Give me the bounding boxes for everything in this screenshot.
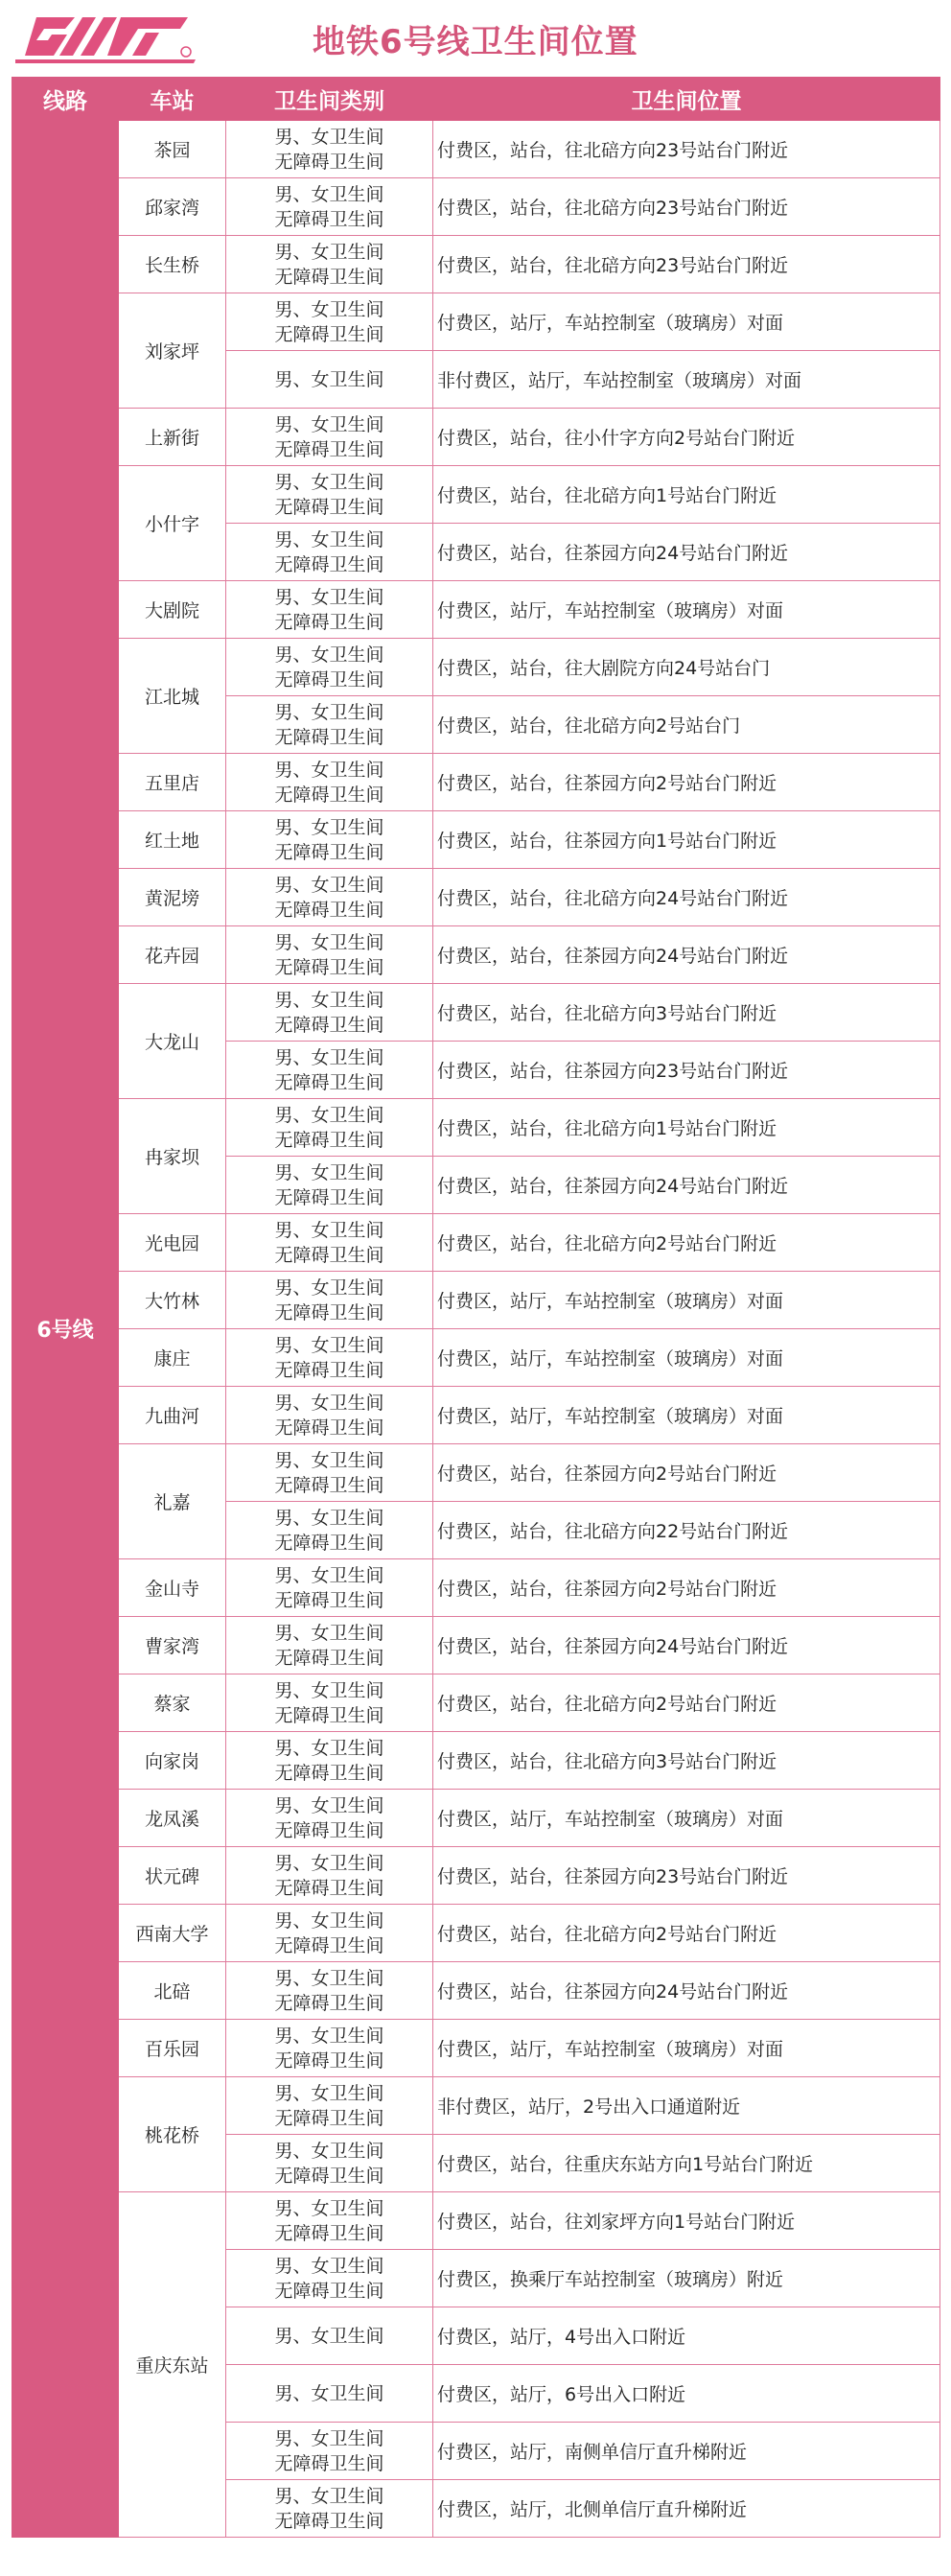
table-row — [12, 926, 940, 984]
metro-logo-icon — [15, 13, 196, 67]
table-row — [12, 581, 940, 639]
toilet-type-label: 男、女卫生间 — [274, 413, 384, 435]
toilet-type-label: 无障碍卫生间 — [274, 1474, 384, 1496]
station-name-cell: 康庄 — [119, 1329, 226, 1387]
toilet-type-label: 无障碍卫生间 — [274, 323, 384, 345]
station-name-cell: 大竹林 — [119, 1272, 226, 1329]
toilet-type-label: 男、女卫生间 — [274, 586, 384, 608]
toilet-type-label: 无障碍卫生间 — [274, 784, 384, 806]
toilet-type-label: 男、女卫生间 — [274, 2082, 384, 2104]
toilet-type-label: 无障碍卫生间 — [274, 1762, 384, 1784]
table-row — [12, 984, 940, 1042]
table-row — [12, 178, 940, 236]
toilet-type-cell — [226, 1847, 433, 1905]
table-row — [12, 2192, 940, 2250]
toilet-location-cell: 付费区，站台，往北碚方向3号站台门附近 — [433, 984, 940, 1042]
station-name-cell: 红土地 — [119, 811, 226, 869]
table-row — [12, 811, 940, 869]
station-name-cell: 黄泥塝 — [119, 869, 226, 926]
toilet-type-cell — [226, 2135, 433, 2192]
toilet-location-cell: 付费区，站台，往北碚方向1号站台门附近 — [433, 1099, 940, 1157]
toilet-location-cell: 付费区，站台，往茶园方向24号站台门附近 — [433, 1962, 940, 2020]
toilet-type-cell — [226, 1387, 433, 1444]
column-header-line: 线路 — [12, 78, 119, 121]
toilet-location-cell: 付费区，站台，往茶园方向24号站台门附近 — [433, 524, 940, 581]
station-name-cell: 冉家坝 — [119, 1099, 226, 1214]
toilet-location-cell: 付费区，站厅，6号出入口附近 — [433, 2365, 940, 2423]
table-row — [12, 1099, 940, 1157]
toilet-location-cell: 付费区，站厅，车站控制室（玻璃房）对面 — [433, 1790, 940, 1847]
toilet-type-label: 无障碍卫生间 — [274, 1877, 384, 1899]
toilet-location-cell: 付费区，站台，往北碚方向2号站台门附近 — [433, 1905, 940, 1962]
toilet-type-cell — [226, 1157, 433, 1214]
table-row — [12, 1847, 940, 1905]
toilet-type-cell — [226, 1790, 433, 1847]
toilet-type-label: 男、女卫生间 — [274, 1909, 384, 1932]
toilet-type-cell — [226, 178, 433, 236]
toilet-location-cell: 付费区，站台，往北碚方向23号站台门附近 — [433, 178, 940, 236]
toilet-type-label: 无障碍卫生间 — [274, 2280, 384, 2302]
toilet-type-label: 男、女卫生间 — [274, 183, 384, 205]
table-row — [12, 1444, 940, 1502]
toilet-type-label: 无障碍卫生间 — [274, 2165, 384, 2187]
table-row — [12, 1387, 940, 1444]
toilet-type-label: 男、女卫生间 — [274, 989, 384, 1011]
toilet-location-cell: 付费区，站台，往北碚方向23号站台门附近 — [433, 121, 940, 178]
station-name-cell: 五里店 — [119, 754, 226, 811]
station-name-cell: 刘家坪 — [119, 293, 226, 409]
toilet-type-label: 无障碍卫生间 — [274, 1186, 384, 1208]
table-row — [12, 2020, 940, 2077]
toilet-type-cell — [226, 2365, 433, 2423]
toilet-type-label: 无障碍卫生间 — [274, 1992, 384, 2014]
station-name-cell: 状元碑 — [119, 1847, 226, 1905]
toilet-type-label: 男、女卫生间 — [274, 2140, 384, 2162]
toilet-location-cell: 付费区，站台，往大剧院方向24号站台门 — [433, 639, 940, 696]
toilet-type-label: 无障碍卫生间 — [274, 668, 384, 691]
column-header-location: 卫生间位置 — [433, 78, 940, 121]
toilet-type-label: 男、女卫生间 — [274, 2197, 384, 2219]
toilet-type-label: 无障碍卫生间 — [274, 496, 384, 518]
toilet-type-label: 男、女卫生间 — [274, 1046, 384, 1068]
table-row — [12, 1617, 940, 1674]
toilet-type-cell — [226, 121, 433, 178]
table-row — [12, 1559, 940, 1617]
toilet-type-label: 男、女卫生间 — [274, 1852, 384, 1874]
toilet-location-cell: 付费区，站台，往茶园方向23号站台门附近 — [433, 1042, 940, 1099]
toilet-type-cell — [226, 754, 433, 811]
toilet-location-cell: 付费区，站台，往茶园方向24号站台门附近 — [433, 1157, 940, 1214]
table-body — [12, 121, 940, 2538]
station-name-cell: 桃花桥 — [119, 2077, 226, 2192]
toilet-type-label: 男、女卫生间 — [274, 368, 384, 390]
toilet-type-label: 无障碍卫生间 — [274, 208, 384, 230]
station-name-cell: 九曲河 — [119, 1387, 226, 1444]
toilet-type-label: 无障碍卫生间 — [274, 1532, 384, 1554]
toilet-type-label: 男、女卫生间 — [274, 1967, 384, 1989]
toilet-type-label: 男、女卫生间 — [274, 1737, 384, 1759]
toilet-location-cell: 付费区，站厅，车站控制室（玻璃房）对面 — [433, 293, 940, 351]
toilet-type-cell — [226, 2192, 433, 2250]
toilet-type-cell — [226, 524, 433, 581]
toilet-type-cell — [226, 1502, 433, 1559]
toilet-location-cell: 付费区，站台，往茶园方向2号站台门附近 — [433, 754, 940, 811]
toilet-type-label: 无障碍卫生间 — [274, 1244, 384, 1266]
station-name-cell: 蔡家 — [119, 1674, 226, 1732]
toilet-type-label: 男、女卫生间 — [274, 2025, 384, 2047]
table-row — [12, 121, 940, 178]
table-header-row — [12, 78, 940, 121]
toilet-type-label: 男、女卫生间 — [274, 1622, 384, 1644]
header — [0, 0, 951, 73]
toilet-type-label: 男、女卫生间 — [274, 931, 384, 953]
toilet-type-label: 无障碍卫生间 — [274, 151, 384, 173]
toilet-location-cell: 付费区，站台，往北碚方向24号站台门附近 — [433, 869, 940, 926]
station-name-cell: 小什字 — [119, 466, 226, 581]
toilet-type-cell — [226, 236, 433, 293]
toilet-location-cell: 付费区，站厅，车站控制室（玻璃房）对面 — [433, 1272, 940, 1329]
toilet-location-cell: 付费区，站厅，4号出入口附近 — [433, 2307, 940, 2365]
toilet-location-cell: 付费区，站台，往刘家坪方向1号站台门附近 — [433, 2192, 940, 2250]
toilet-type-cell — [226, 1905, 433, 1962]
toilet-type-cell — [226, 1732, 433, 1790]
toilet-type-label: 男、女卫生间 — [274, 1219, 384, 1241]
station-name-cell: 向家岗 — [119, 1732, 226, 1790]
toilet-type-cell — [226, 1444, 433, 1502]
table-row — [12, 1905, 940, 1962]
toilet-type-label: 男、女卫生间 — [274, 1507, 384, 1529]
toilet-type-cell — [226, 811, 433, 869]
toilet-type-label: 男、女卫生间 — [274, 298, 384, 320]
toilet-type-label: 无障碍卫生间 — [274, 1301, 384, 1323]
toilet-location-cell: 付费区，站厅，车站控制室（玻璃房）对面 — [433, 581, 940, 639]
table-row — [12, 1674, 940, 1732]
toilet-type-label: 男、女卫生间 — [274, 816, 384, 838]
toilet-type-cell — [226, 2020, 433, 2077]
toilet-type-cell — [226, 466, 433, 524]
toilet-location-cell: 付费区，站台，往茶园方向2号站台门附近 — [433, 1444, 940, 1502]
toilet-type-label: 无障碍卫生间 — [274, 841, 384, 863]
toilet-type-cell — [226, 1962, 433, 2020]
toilet-type-label: 无障碍卫生间 — [274, 2452, 384, 2474]
toilet-location-cell: 付费区，站台，往茶园方向24号站台门附近 — [433, 1617, 940, 1674]
toilet-type-label: 男、女卫生间 — [274, 874, 384, 896]
toilet-type-cell — [226, 2423, 433, 2480]
station-name-cell: 重庆东站 — [119, 2192, 226, 2538]
station-name-cell: 金山寺 — [119, 1559, 226, 1617]
toilet-type-cell — [226, 1329, 433, 1387]
toilet-location-cell: 付费区，站台，往茶园方向24号站台门附近 — [433, 926, 940, 984]
toilet-location-cell: 付费区，站台，往北碚方向1号站台门附近 — [433, 466, 940, 524]
toilet-type-label: 男、女卫生间 — [274, 1564, 384, 1586]
station-name-cell: 光电园 — [119, 1214, 226, 1272]
toilet-type-label: 无障碍卫生间 — [274, 2222, 384, 2244]
toilet-location-cell: 付费区，站台，往北碚方向3号站台门附近 — [433, 1732, 940, 1790]
toilet-type-label: 男、女卫生间 — [274, 759, 384, 781]
toilet-location-cell: 付费区，换乘厅车站控制室（玻璃房）附近 — [433, 2250, 940, 2307]
table-row — [12, 1790, 940, 1847]
toilet-type-label: 男、女卫生间 — [274, 2325, 384, 2347]
column-header-type: 卫生间类别 — [226, 78, 433, 121]
toilet-type-label: 男、女卫生间 — [274, 1449, 384, 1471]
toilet-location-cell: 付费区，站台，往茶园方向1号站台门附近 — [433, 811, 940, 869]
toilet-type-label: 男、女卫生间 — [274, 1794, 384, 1816]
table-row — [12, 293, 940, 351]
toilet-type-cell — [226, 581, 433, 639]
station-name-cell: 花卉园 — [119, 926, 226, 984]
line-cell: 6号线 — [12, 121, 119, 2538]
toilet-type-label: 男、女卫生间 — [274, 2485, 384, 2507]
toilet-type-label: 男、女卫生间 — [274, 701, 384, 723]
toilet-type-cell — [226, 409, 433, 466]
toilet-type-cell — [226, 1099, 433, 1157]
station-name-cell: 北碚 — [119, 1962, 226, 2020]
toilet-type-cell — [226, 1617, 433, 1674]
table-row — [12, 1272, 940, 1329]
toilet-type-label: 男、女卫生间 — [274, 471, 384, 493]
toilet-type-label: 男、女卫生间 — [274, 241, 384, 263]
toilet-location-cell: 付费区，站台，往北碚方向2号站台门 — [433, 696, 940, 754]
station-name-cell: 邱家湾 — [119, 178, 226, 236]
toilet-type-label: 男、女卫生间 — [274, 2427, 384, 2449]
toilet-type-label: 男、女卫生间 — [274, 528, 384, 550]
station-name-cell: 百乐园 — [119, 2020, 226, 2077]
toilet-location-cell: 付费区，站厅，车站控制室（玻璃房）对面 — [433, 1387, 940, 1444]
toilet-type-cell — [226, 639, 433, 696]
toilet-type-label: 无障碍卫生间 — [274, 266, 384, 288]
toilet-location-cell: 付费区，站厅，南侧单信厅直升梯附近 — [433, 2423, 940, 2480]
toilet-type-label: 男、女卫生间 — [274, 2255, 384, 2277]
station-name-cell: 礼嘉 — [119, 1444, 226, 1559]
toilet-type-label: 无障碍卫生间 — [274, 726, 384, 748]
table-row — [12, 409, 940, 466]
toilet-type-label: 男、女卫生间 — [274, 126, 384, 148]
table-row — [12, 754, 940, 811]
toilet-type-label: 男、女卫生间 — [274, 1679, 384, 1701]
toilet-location-cell: 付费区，站厅，车站控制室（玻璃房）对面 — [433, 2020, 940, 2077]
toilet-type-cell — [226, 2250, 433, 2307]
station-name-cell: 西南大学 — [119, 1905, 226, 1962]
toilet-type-cell — [226, 2307, 433, 2365]
toilet-type-cell — [226, 926, 433, 984]
station-name-cell: 曹家湾 — [119, 1617, 226, 1674]
table-row — [12, 1214, 940, 1272]
toilet-location-cell: 付费区，站厅，车站控制室（玻璃房）对面 — [433, 1329, 940, 1387]
table-row — [12, 1962, 940, 2020]
toilet-type-label: 无障碍卫生间 — [274, 2049, 384, 2072]
toilet-type-cell — [226, 351, 433, 409]
page-title: 地铁6号线卫生间位置 — [313, 23, 638, 61]
toilet-location-cell: 付费区，站台，往小什字方向2号站台门附近 — [433, 409, 940, 466]
toilet-type-label: 无障碍卫生间 — [274, 899, 384, 921]
toilet-location-cell: 非付费区，站厅，车站控制室（玻璃房）对面 — [433, 351, 940, 409]
station-name-cell: 江北城 — [119, 639, 226, 754]
toilet-location-cell: 付费区，站台，往北碚方向23号站台门附近 — [433, 236, 940, 293]
toilet-type-cell — [226, 869, 433, 926]
toilet-type-label: 无障碍卫生间 — [274, 1417, 384, 1439]
toilet-location-table — [12, 77, 940, 2538]
toilet-type-label: 无障碍卫生间 — [274, 1359, 384, 1381]
toilet-type-cell — [226, 696, 433, 754]
table-row — [12, 2077, 940, 2135]
toilet-type-cell — [226, 1272, 433, 1329]
table-row — [12, 1732, 940, 1790]
toilet-type-cell — [226, 1042, 433, 1099]
toilet-type-label: 无障碍卫生间 — [274, 1014, 384, 1036]
toilet-location-cell: 付费区，站台，往茶园方向23号站台门附近 — [433, 1847, 940, 1905]
table-row — [12, 869, 940, 926]
toilet-type-cell — [226, 1214, 433, 1272]
station-name-cell: 上新街 — [119, 409, 226, 466]
toilet-type-label: 男、女卫生间 — [274, 1334, 384, 1356]
table-row — [12, 466, 940, 524]
toilet-type-label: 无障碍卫生间 — [274, 2510, 384, 2532]
toilet-location-cell: 付费区，站台，往北碚方向22号站台门附近 — [433, 1502, 940, 1559]
toilet-type-cell — [226, 1559, 433, 1617]
toilet-type-label: 男、女卫生间 — [274, 644, 384, 666]
toilet-type-label: 无障碍卫生间 — [274, 611, 384, 633]
toilet-location-cell: 付费区，站台，往重庆东站方向1号站台门附近 — [433, 2135, 940, 2192]
station-name-cell: 长生桥 — [119, 236, 226, 293]
table-row — [12, 236, 940, 293]
toilet-type-label: 无障碍卫生间 — [274, 956, 384, 978]
toilet-type-label: 无障碍卫生间 — [274, 2107, 384, 2129]
toilet-location-cell: 付费区，站厅，北侧单信厅直升梯附近 — [433, 2480, 940, 2538]
toilet-type-label: 无障碍卫生间 — [274, 1704, 384, 1726]
toilet-type-label: 男、女卫生间 — [274, 1161, 384, 1183]
toilet-type-label: 无障碍卫生间 — [274, 1647, 384, 1669]
toilet-type-label: 无障碍卫生间 — [274, 553, 384, 575]
toilet-type-cell — [226, 2077, 433, 2135]
toilet-type-cell — [226, 1674, 433, 1732]
station-name-cell: 茶园 — [119, 121, 226, 178]
station-name-cell: 大剧院 — [119, 581, 226, 639]
toilet-type-cell — [226, 2480, 433, 2538]
toilet-type-label: 男、女卫生间 — [274, 1276, 384, 1299]
table-row — [12, 1329, 940, 1387]
toilet-location-cell: 付费区，站台，往北碚方向2号站台门附近 — [433, 1674, 940, 1732]
toilet-location-cell: 非付费区，站厅，2号出入口通道附近 — [433, 2077, 940, 2135]
toilet-type-label: 无障碍卫生间 — [274, 1819, 384, 1841]
toilet-type-label: 无障碍卫生间 — [274, 1934, 384, 1956]
column-header-station: 车站 — [119, 78, 226, 121]
table-row — [12, 639, 940, 696]
toilet-type-label: 男、女卫生间 — [274, 1392, 384, 1414]
toilet-type-cell — [226, 293, 433, 351]
toilet-type-label: 男、女卫生间 — [274, 1104, 384, 1126]
toilet-type-label: 男、女卫生间 — [274, 2382, 384, 2404]
station-name-cell: 龙凤溪 — [119, 1790, 226, 1847]
toilet-location-cell: 付费区，站台，往北碚方向2号站台门附近 — [433, 1214, 940, 1272]
toilet-type-label: 无障碍卫生间 — [274, 1589, 384, 1611]
toilet-type-label: 无障碍卫生间 — [274, 1129, 384, 1151]
toilet-type-label: 无障碍卫生间 — [274, 438, 384, 460]
toilet-type-label: 无障碍卫生间 — [274, 1071, 384, 1093]
station-name-cell: 大龙山 — [119, 984, 226, 1099]
toilet-location-cell: 付费区，站台，往茶园方向2号站台门附近 — [433, 1559, 940, 1617]
toilet-type-cell — [226, 984, 433, 1042]
